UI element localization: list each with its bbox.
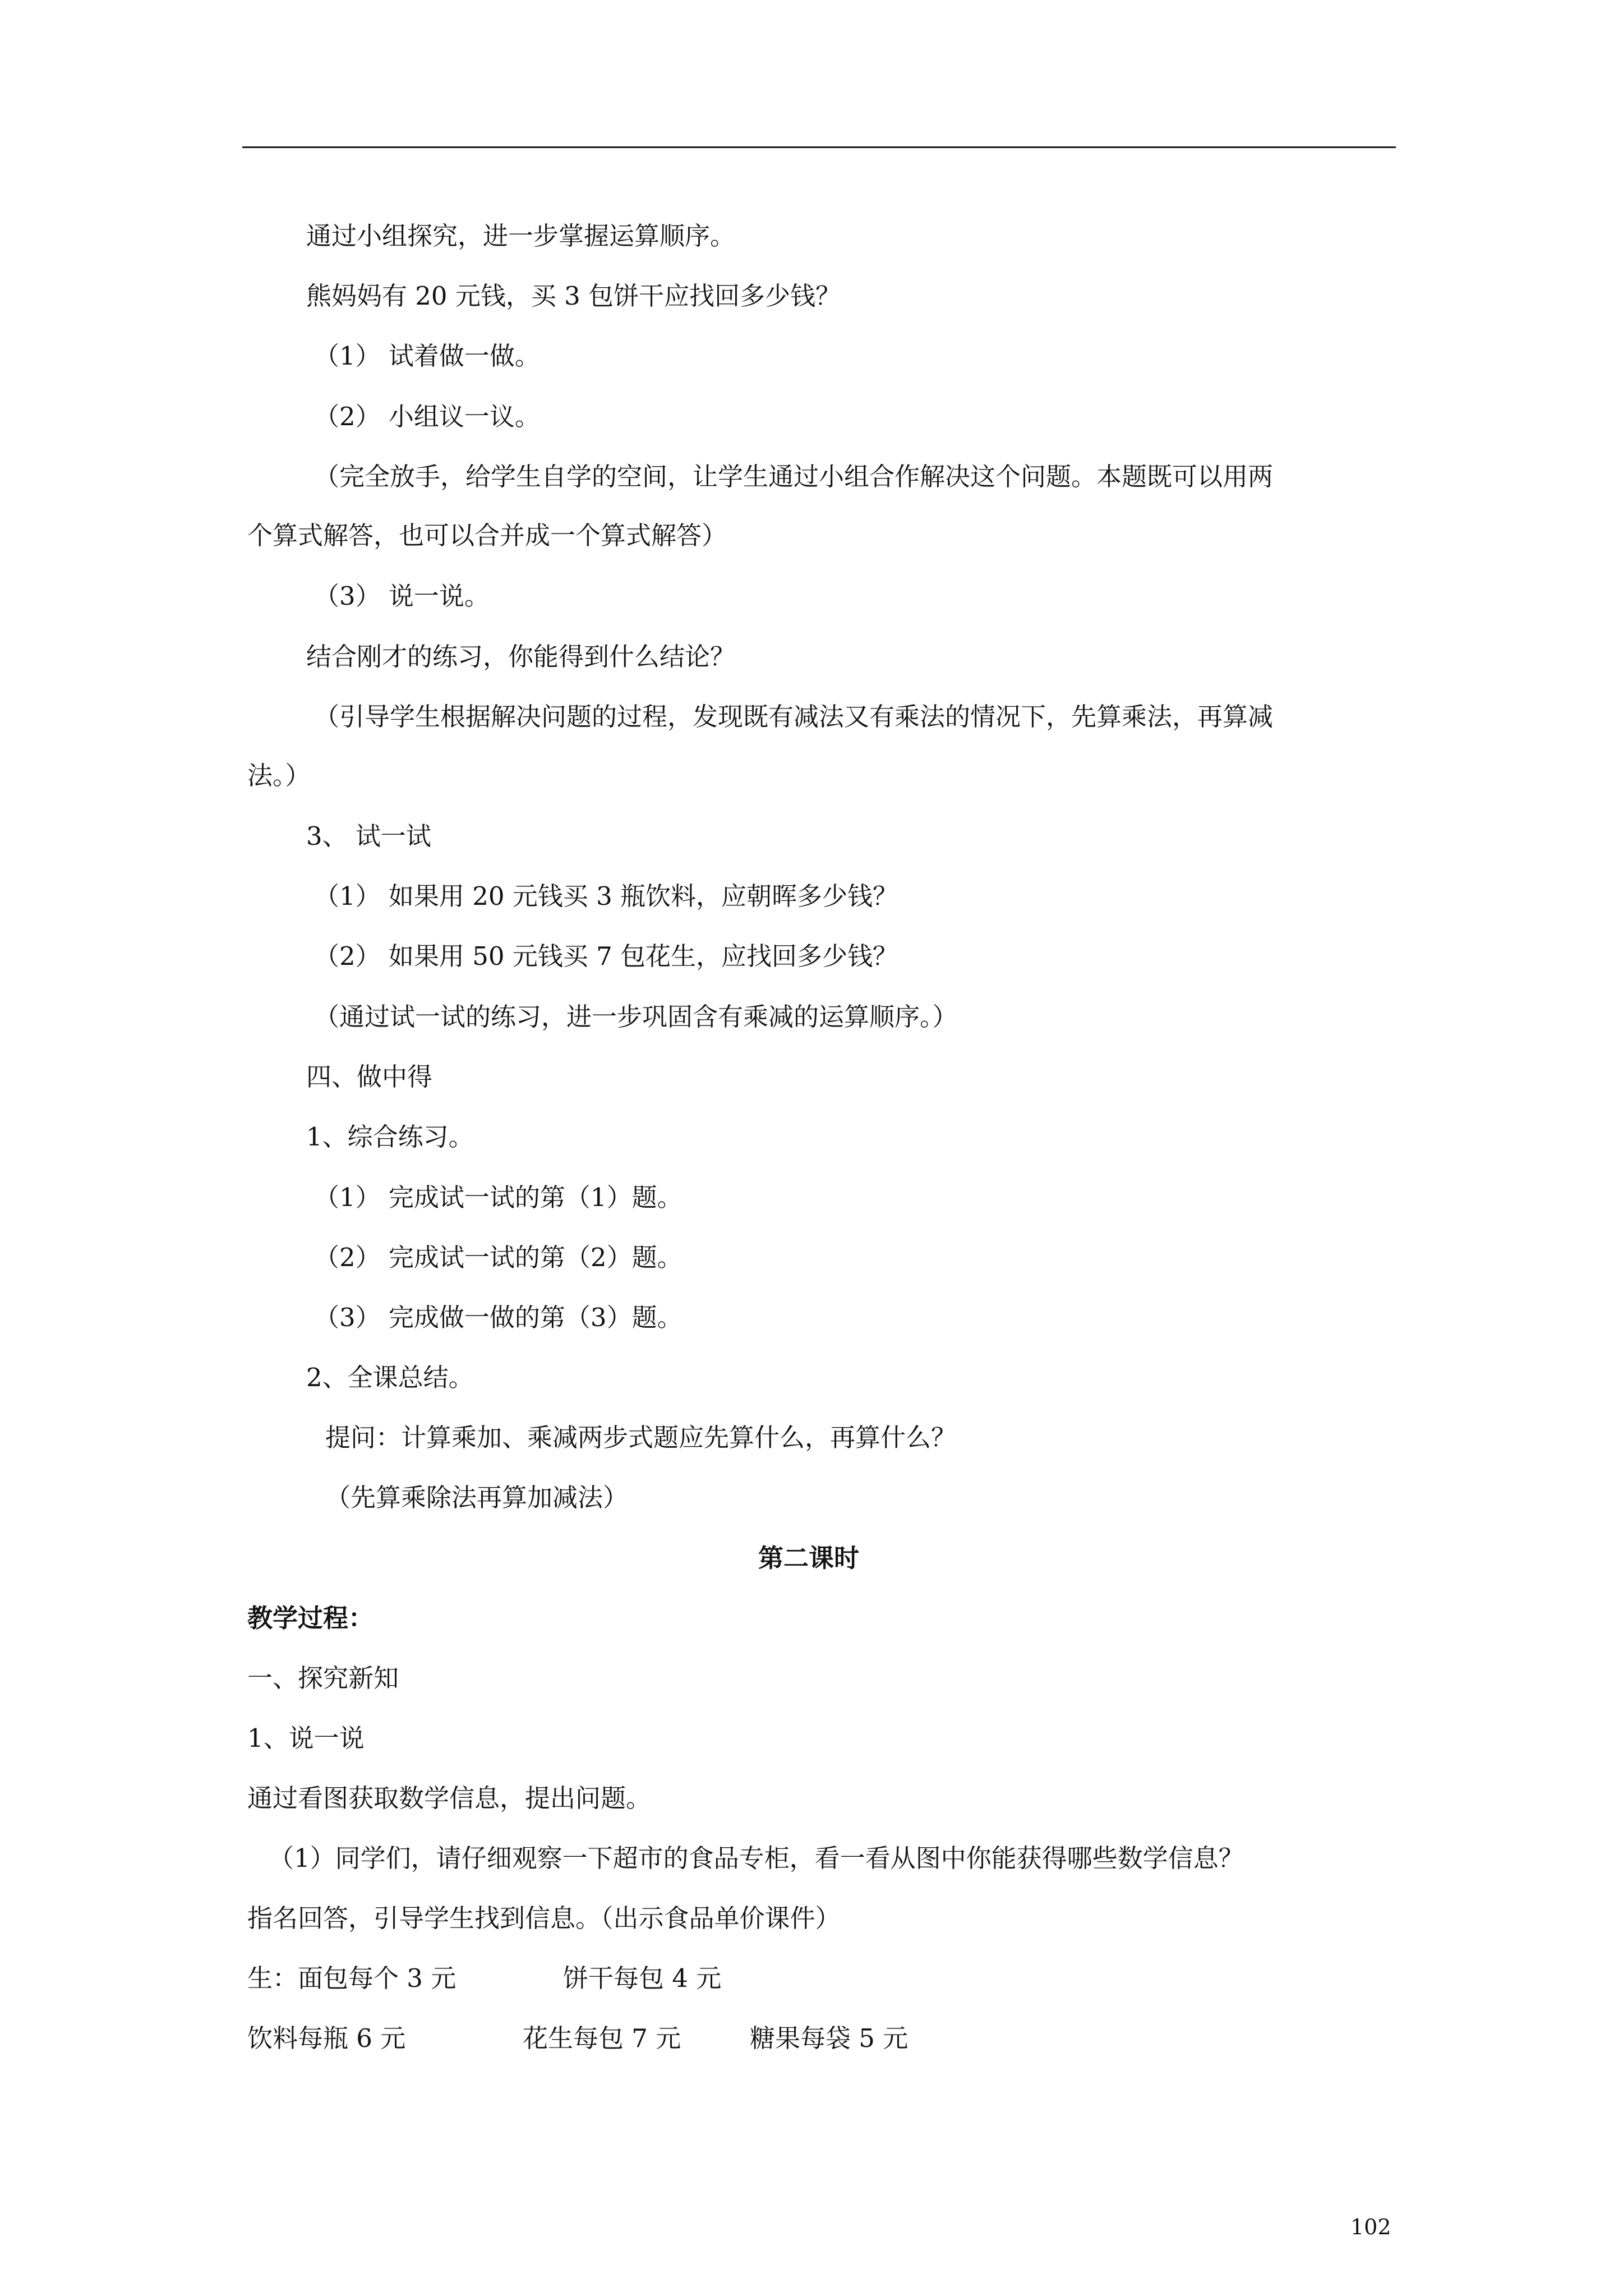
price-peanut: 花生每包 7 元 [523, 2023, 681, 2053]
paragraph: （3） 说一说。 [314, 581, 490, 611]
section-heading: 一、探究新知 [247, 1663, 399, 1693]
page-number: 102 [1350, 2215, 1391, 2239]
paragraph: 个算式解答，也可以合并成一个算式解答） [247, 521, 727, 550]
paragraph: 结合刚才的练习，你能得到什么结论？ [306, 642, 736, 671]
paragraph: （2） 小组议一议。 [314, 402, 540, 431]
paragraph: （先算乘除法再算加减法） [325, 1483, 629, 1512]
paragraph: （1）同学们，请仔细观察一下超市的食品专柜，看一看从图中你能获得哪些数学信息？ [269, 1843, 1244, 1873]
section-heading: 四、做中得 [306, 1062, 433, 1092]
section-heading: 1、说一说 [247, 1723, 365, 1753]
paragraph: （完全放手，给学生自学的空间，让学生通过小组合作解决这个问题。本题既可以用两 [314, 462, 1274, 491]
paragraph: （2） 如果用 50 元钱买 7 包花生，应找回多少钱？ [314, 941, 898, 971]
paragraph: 指名回答，引导学生找到信息。（出示食品单价课件） [247, 1903, 841, 1933]
paragraph: （1） 如果用 20 元钱买 3 瓶饮料，应朝晖多少钱？ [314, 881, 898, 911]
paragraph: （引导学生根据解决问题的过程，发现既有减法又有乘法的情况下，先算乘法，再算减 [314, 702, 1274, 731]
paragraph: （1） 试着做一做。 [314, 341, 540, 371]
paragraph: 提问：计算乘加、乘减两步式题应先算什么，再算什么？ [325, 1423, 957, 1452]
section-heading: 2、全课总结。 [306, 1363, 474, 1392]
lesson-title: 第二课时 [758, 1543, 860, 1573]
price-drink: 饮料每瓶 6 元 [247, 2023, 406, 2053]
section-title: 教学过程： [247, 1603, 374, 1633]
price-biscuit: 饼干每包 4 元 [563, 1963, 722, 1993]
paragraph: 法。） [247, 761, 311, 790]
section-heading: 3、 试一试 [306, 821, 431, 851]
price-bread: 生：面包每个 3 元 [247, 1963, 457, 1993]
paragraph: （2） 完成试一试的第（2）题。 [314, 1243, 683, 1272]
paragraph: （1） 完成试一试的第（1）题。 [314, 1182, 683, 1212]
price-candy: 糖果每袋 5 元 [750, 2023, 909, 2053]
header-rule [242, 146, 1396, 148]
paragraph: 通过看图获取数学信息，提出问题。 [247, 1783, 652, 1813]
paragraph: （3） 完成做一做的第（3）题。 [314, 1303, 683, 1332]
paragraph: 熊妈妈有 20 元钱，买 3 包饼干应找回多少钱？ [306, 281, 841, 311]
section-heading: 1、综合练习。 [306, 1122, 474, 1152]
paragraph: （通过试一试的练习，进一步巩固含有乘减的运算顺序。） [314, 1002, 958, 1032]
paragraph: 通过小组探究，进一步掌握运算顺序。 [306, 221, 736, 251]
